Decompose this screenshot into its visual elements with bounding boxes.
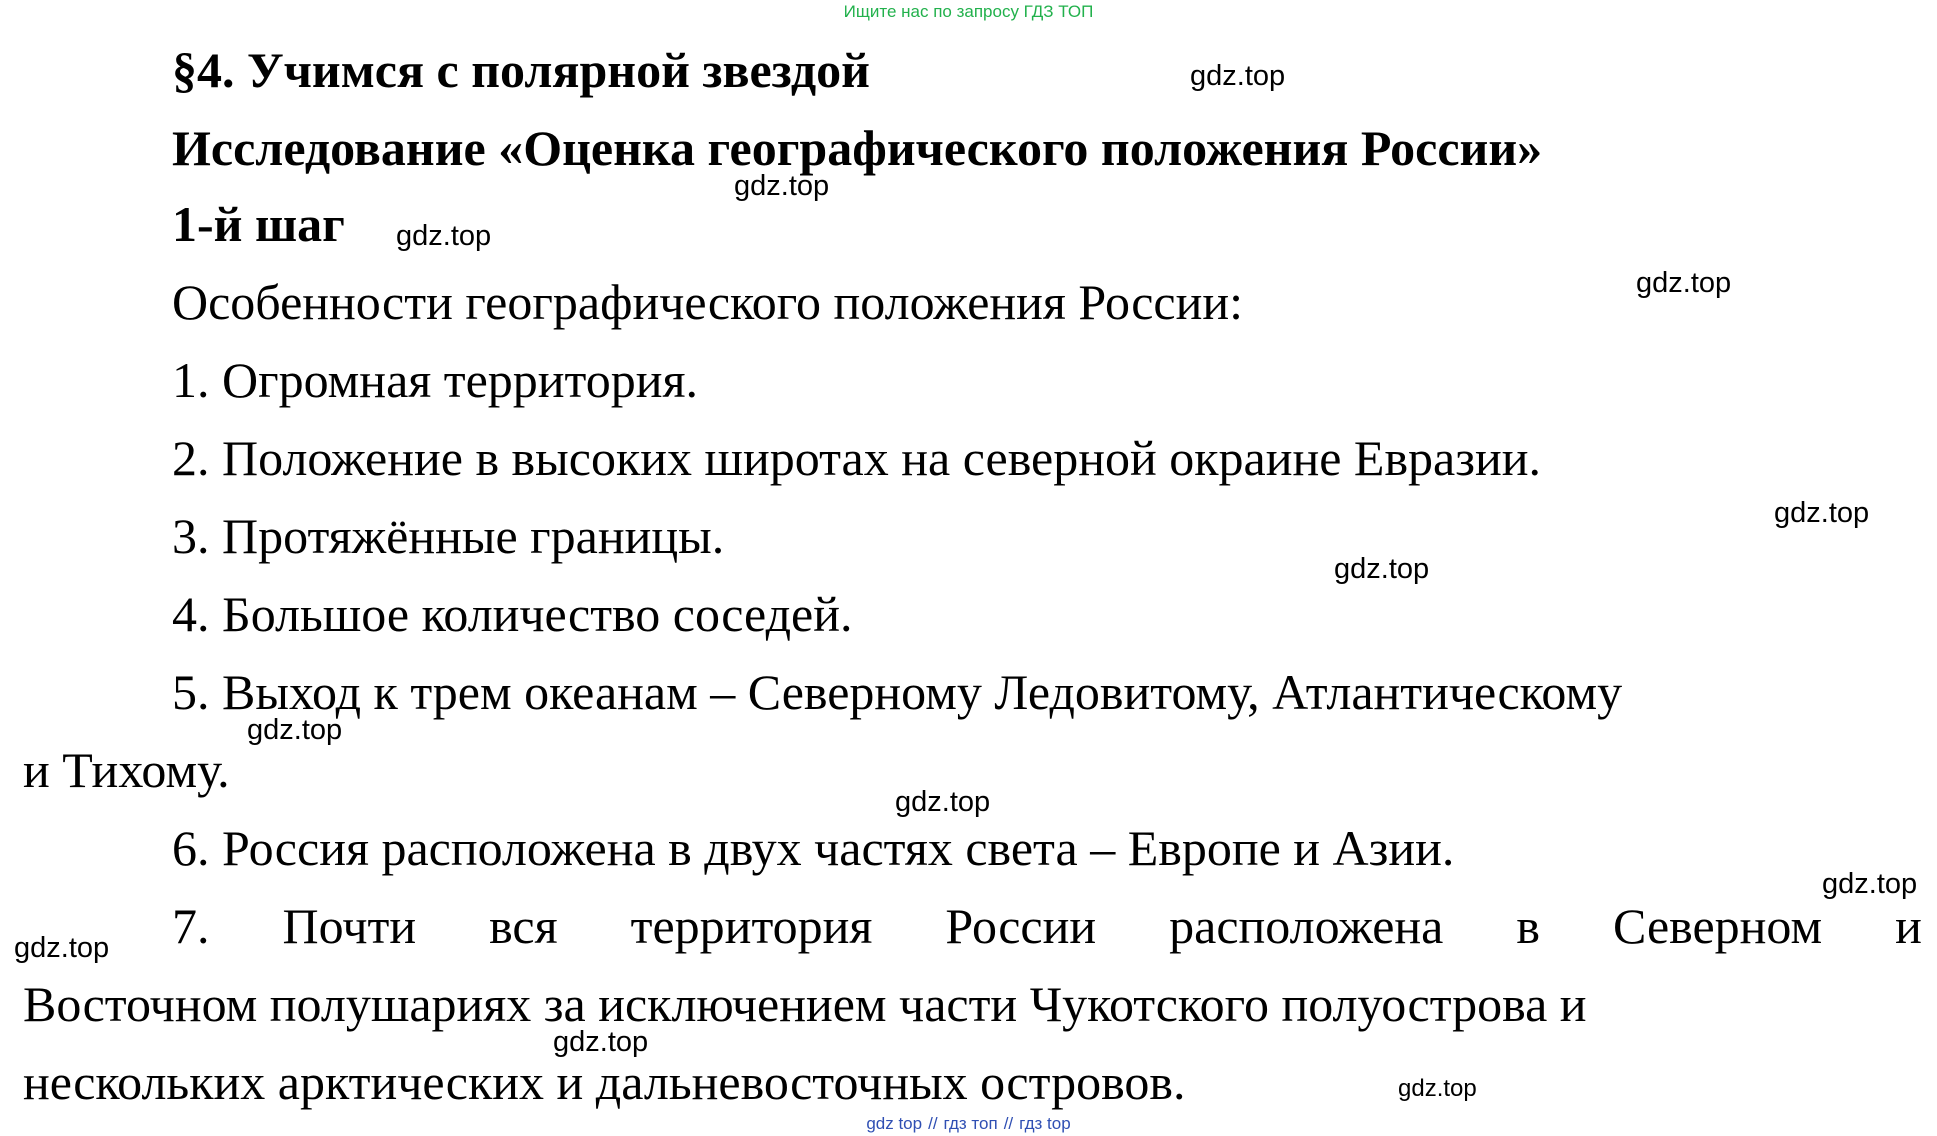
list-item: 4. Большое количество соседей. (172, 586, 853, 642)
word: территория (630, 898, 873, 954)
watermark: gdz.top (1190, 60, 1286, 92)
footer-separator: // (928, 1114, 938, 1133)
list-item-continuation: и Тихому. (23, 742, 230, 798)
word: вся (489, 898, 558, 954)
footer-link[interactable]: гдз топ (943, 1114, 998, 1133)
list-item-continuation: нескольких арктических и дальневосточных островов. (23, 1054, 1186, 1110)
word: в (1516, 898, 1540, 954)
list-item-justified (172, 896, 1922, 956)
watermark: gdz.top (895, 786, 991, 818)
word: Почти (282, 898, 417, 954)
word: 7. (172, 898, 210, 954)
step-title: 1-й шаг (172, 196, 345, 252)
watermark: gdz.top (1822, 868, 1918, 900)
watermark: gdz.top (1774, 497, 1870, 529)
word: России (945, 898, 1097, 954)
watermark: gdz.top (14, 932, 110, 964)
watermark: gdz.top (396, 220, 492, 252)
list-item: 1. Огромная территория. (172, 352, 699, 408)
word: расположена (1169, 898, 1444, 954)
list-item: 3. Протяжённые границы. (172, 508, 725, 564)
footer-separator: // (1003, 1114, 1014, 1133)
list-item: 5. Выход к трем океанам – Северному Ледовитому, Атлантическому (172, 664, 1623, 720)
research-title: Исследование «Оценка географического положения России» (172, 120, 1543, 176)
section-title: §4. Учимся с полярной звездой (172, 42, 870, 98)
list-item: 6. Россия расположена в двух частях света – Европе и Азии. (172, 820, 1455, 876)
intro-text: Особенности географического положения России: (172, 274, 1244, 330)
footer-links (0, 1114, 1937, 1134)
watermark: gdz.top (1636, 267, 1732, 299)
list-item: 2. Положение в высоких широтах на северной окраине Евразии. (172, 430, 1542, 486)
watermark: gdz.top (734, 170, 830, 202)
watermark: gdz.top (1398, 1075, 1477, 1102)
watermark: gdz.top (553, 1026, 649, 1058)
search-hint-link[interactable]: Ищите нас по запросу ГДЗ ТОП (843, 2, 1094, 21)
footer-link[interactable]: gdz top (866, 1114, 923, 1133)
word: Северном (1613, 898, 1823, 954)
footer-link[interactable]: гдз top (1019, 1114, 1071, 1133)
watermark: gdz.top (1334, 553, 1430, 585)
list-item-continuation: Восточном полушариях за исключением части Чукотского полуострова и (23, 976, 1587, 1032)
word: и (1895, 898, 1922, 954)
watermark: gdz.top (247, 714, 343, 746)
